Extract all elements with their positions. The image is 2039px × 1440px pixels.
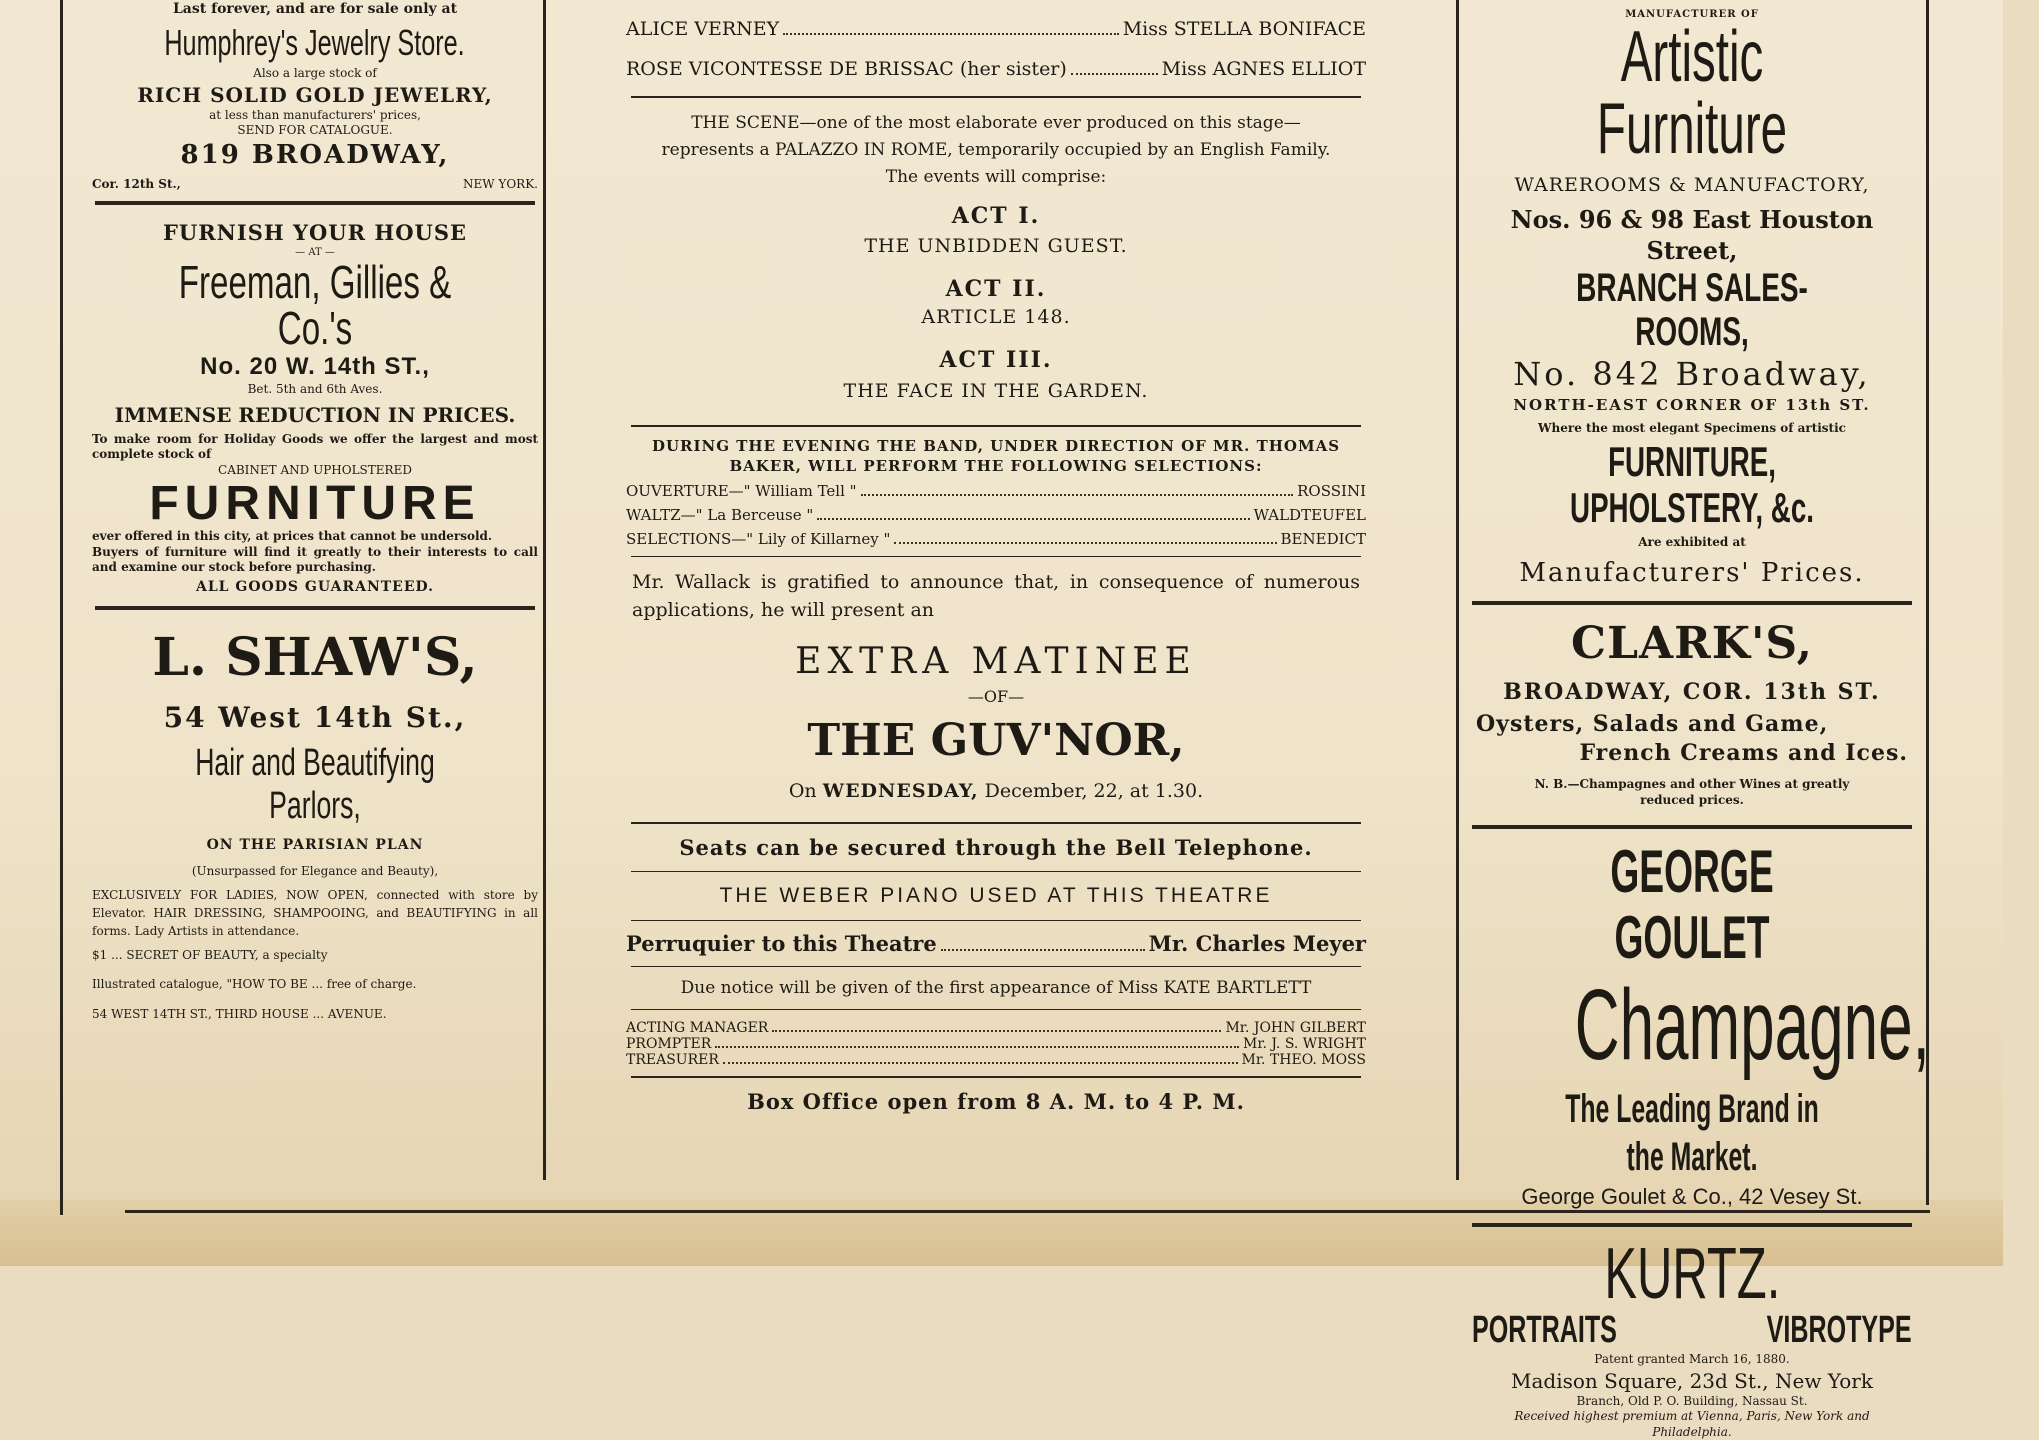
divider <box>1472 601 1912 605</box>
shaw-paragraph-4: 54 WEST 14TH ST., THIRD HOUSE ... AVENUE. <box>92 1006 387 1021</box>
clark-creams: French Creams and Ices. <box>1579 739 1908 766</box>
column-rule-1 <box>543 0 546 1180</box>
shaw-unsurpassed: (Unsurpassed for Elegance and Beauty), <box>191 864 439 879</box>
warerooms: WAREROOMS & MANUFACTORY, <box>1514 174 1870 196</box>
act-title: THE FACE IN THE GARDEN. <box>843 379 1149 402</box>
matinee-date <box>626 779 1366 804</box>
freeman-furniture: FURNITURE <box>149 476 481 530</box>
humphrey-advert <box>92 0 538 191</box>
cast-row <box>626 18 1366 40</box>
shaw-name: L. SHAW'S, <box>152 626 478 688</box>
humphrey-city: NEW YORK. <box>463 176 538 191</box>
branch-salesrooms: BRANCH SALES-ROOMS, <box>1576 266 1808 355</box>
selection-row <box>626 506 1366 524</box>
selection-composer: WALDTEUFEL <box>1253 506 1366 525</box>
divider <box>631 966 1361 967</box>
humphrey-line-4: SEND FOR CATALOGUE. <box>237 123 393 138</box>
staff-row <box>626 1036 1366 1052</box>
staff-role: PROMPTER <box>626 1035 712 1052</box>
divider <box>631 96 1361 98</box>
matinee-of: —OF— <box>967 687 1025 707</box>
freeman-advert <box>92 219 538 596</box>
selection-composer: ROSSINI <box>1297 482 1366 501</box>
goulet-name: GEORGE GOULET <box>1610 837 1774 971</box>
clark-name: CLARK'S, <box>1571 617 1813 669</box>
staff-row <box>626 1052 1366 1068</box>
humphrey-line-3: at less than manufacturers' prices, <box>209 107 421 122</box>
furniture-upholstery: FURNITURE, UPHOLSTERY, &c. <box>1570 437 1814 531</box>
perruquier-name: Mr. Charles Meyer <box>1148 930 1366 956</box>
divider <box>631 425 1361 427</box>
band-intro: DURING THE EVENING THE BAND, UNDER DIRECTION OF MR. THOMAS BAKER, WILL PERFORM THE FOLLOWING SELECTIONS: <box>651 437 1341 475</box>
freeman-paragraph-2: ever offered in this city, at prices that cannot be undersold. <box>92 529 493 544</box>
piano-notice: THE WEBER PIANO USED AT THIS THEATRE <box>719 884 1273 908</box>
selection-row <box>626 482 1366 500</box>
freeman-paragraph-1: To make room for Holiday Goods we offer the largest and most complete stock of <box>92 431 538 462</box>
kurtz-advert <box>1466 1234 1918 1440</box>
freeman-head: FURNISH YOUR HOUSE <box>163 219 467 245</box>
humphrey-corner: Cor. 12th St., <box>92 176 181 191</box>
play-title: THE GUV'NOR, <box>807 715 1185 767</box>
humphrey-address: 819 BROADWAY, <box>180 139 450 170</box>
humphrey-name: Humphrey's Jewelry Store. <box>164 22 466 64</box>
shaw-paragraph-3: Illustrated catalogue, "HOW TO BE ... free of charge. <box>92 977 417 992</box>
clark-oysters: Oysters, Salads and Game, <box>1476 711 1829 738</box>
divider <box>631 556 1361 557</box>
date-day: WEDNESDAY, <box>822 780 979 803</box>
clark-advert <box>1466 615 1918 809</box>
shaw-paragraph-2: $1 ... SECRET OF BEAUTY, a specialty <box>92 947 328 962</box>
selection-piece: SELECTIONS—" Lily of Killarney " <box>626 530 891 549</box>
selection-composer: BENEDICT <box>1280 530 1366 549</box>
divider <box>631 1076 1361 1078</box>
kurtz-premium: Received highest premium at Vienna, Paris, New York and Philadelphia. <box>1514 1409 1870 1439</box>
date-rest: December, 22, at 1.30. <box>984 780 1204 803</box>
act-title: ARTICLE 148. <box>921 306 1071 329</box>
freeman-cabinet: CABINET AND UPHOLSTERED <box>218 463 412 478</box>
divider <box>95 606 535 610</box>
staff-name: Mr. J. S. WRIGHT <box>1243 1035 1366 1052</box>
goulet-advert <box>1466 837 1930 1212</box>
acts-list <box>626 202 1366 404</box>
seats-notice: Seats can be secured through the Bell Telephone. <box>679 834 1313 860</box>
manufacturer-label: MANUFACTURER OF <box>1625 9 1759 20</box>
divider <box>95 201 535 205</box>
cast-actor: Miss AGNES ELLIOT <box>1161 58 1366 80</box>
goulet-leading: The Leading Brand in the Market. <box>1565 1086 1819 1179</box>
divider <box>631 920 1361 921</box>
column-rule-2 <box>1456 0 1459 1180</box>
freeman-guarantee: ALL GOODS GUARANTEED. <box>195 578 435 595</box>
cast-list <box>626 18 1366 80</box>
artistic-furniture-title: Artistic Furniture <box>1596 17 1788 169</box>
staff-list <box>626 1020 1366 1068</box>
divider <box>631 1009 1361 1010</box>
goulet-champagne: Champagne, <box>1574 968 1930 1081</box>
left-border-rule <box>60 0 63 1215</box>
kurtz-branch: Branch, Old P. O. Building, Nassau St. <box>1576 1393 1808 1408</box>
matinee-title: EXTRA MATINEE <box>795 640 1197 682</box>
exhibited-at: Are exhibited at <box>1638 535 1746 550</box>
cast-role: ROSE VICONTESSE DE BRISSAC (her sister) <box>626 58 1067 80</box>
kurtz-portraits: PORTRAITS <box>1472 1309 1617 1352</box>
theatre-programme-column <box>626 0 1366 1115</box>
kurtz-vibrotype: VIBROTYPE <box>1767 1309 1912 1352</box>
act-label: ACT II. <box>945 275 1047 302</box>
humphrey-line-1: Also a large stock of <box>253 66 377 81</box>
freeman-name: Freeman, Gillies & Co.'s <box>178 256 452 355</box>
divider <box>631 822 1361 824</box>
staff-role: TREASURER <box>626 1051 719 1068</box>
act-title: THE UNBIDDEN GUEST. <box>864 235 1128 258</box>
cast-row <box>626 58 1366 80</box>
freeman-address: No. 20 W. 14th ST., <box>200 353 430 381</box>
staff-row <box>626 1020 1366 1036</box>
staff-role: ACTING MANAGER <box>626 1019 769 1036</box>
houston-address: Nos. 96 & 98 East Houston Street, <box>1510 204 1874 265</box>
advert-top-line: Last forever, and are for sale only at <box>172 1 458 17</box>
selection-row <box>626 530 1366 548</box>
cast-role: ALICE VERNEY <box>626 18 780 40</box>
divider <box>1472 1223 1912 1227</box>
clark-address: BROADWAY, COR. 13th ST. <box>1503 678 1881 705</box>
bartlett-notice: Due notice will be given of the first appearance of Miss KATE BARTLETT <box>680 977 1312 998</box>
kurtz-name: KURTZ. <box>1604 1234 1780 1315</box>
artistic-furniture-advert <box>1466 8 1918 591</box>
where-specimens: Where the most elegant Specimens of artistic <box>1538 421 1846 436</box>
act-label: ACT I. <box>951 202 1041 229</box>
humphrey-line-2: RICH SOLID GOLD JEWELRY, <box>137 82 493 107</box>
staff-name: Mr. THEO. MOSS <box>1241 1051 1366 1068</box>
act-label: ACT III. <box>939 347 1053 374</box>
clark-note: N. B.—Champagnes and other Wines at greatly reduced prices. <box>1534 777 1850 808</box>
perruquier-row <box>626 931 1366 956</box>
freeman-reduction: IMMENSE REDUCTION IN PRICES. <box>114 402 516 427</box>
kurtz-madison: Madison Square, 23d St., New York <box>1511 1368 1873 1393</box>
north-east-corner: NORTH-EAST CORNER OF 13th ST. <box>1513 395 1871 414</box>
freeman-at: — AT — <box>295 247 335 259</box>
freeman-paragraph-3: Buyers of furniture will find it greatly to their interests to call and examine our stock before purchasing. <box>92 544 538 575</box>
date-prefix: On <box>788 780 817 803</box>
staff-name: Mr. JOHN GILBERT <box>1225 1019 1366 1036</box>
shaw-hair: Hair and Beautifying Parlors, <box>195 741 435 827</box>
perruquier-role: Perruquier to this Theatre <box>626 930 937 956</box>
selection-piece: WALTZ—" La Berceuse " <box>626 506 814 525</box>
cast-actor: Miss STELLA BONIFACE <box>1122 18 1366 40</box>
kurtz-patent: Patent granted March 16, 1880. <box>1594 1352 1790 1367</box>
manufacturers-prices: Manufacturers' Prices. <box>1519 557 1865 588</box>
goulet-company: George Goulet & Co., 42 Vesey St. <box>1521 1183 1863 1209</box>
broadway-address: No. 842 Broadway, <box>1513 355 1871 394</box>
scene-description: THE SCENE—one of the most elaborate ever produced on this stage—represents a PALAZZO IN ROME, temporarily occupied by an English Family. The events will comprise: <box>661 113 1331 188</box>
freeman-between: Bet. 5th and 6th Aves. <box>247 382 383 397</box>
divider <box>1472 825 1912 829</box>
right-advert-column <box>1466 0 1930 1440</box>
left-advert-column <box>92 0 538 1023</box>
divider <box>631 871 1361 872</box>
matinee-announcement: Mr. Wallack is gratified to announce that, in consequence of numerous applications, he will present an <box>632 571 1360 621</box>
shaw-paragraph-1: EXCLUSIVELY FOR LADIES, NOW OPEN, connected with store by Elevator. HAIR DRESSING, SHAMPOOING, and BEAUTIFYING in all forms. Lady Artists in attendance. <box>92 887 538 938</box>
shaw-advert <box>92 624 538 1023</box>
shaw-address: 54 West 14th St., <box>163 700 467 734</box>
selection-piece: OUVERTURE—" William Tell " <box>626 482 857 501</box>
shaw-plan: ON THE PARISIAN PLAN <box>206 836 424 853</box>
music-selections <box>626 482 1366 548</box>
box-office-hours: Box Office open from 8 A. M. to 4 P. M. <box>747 1088 1245 1114</box>
